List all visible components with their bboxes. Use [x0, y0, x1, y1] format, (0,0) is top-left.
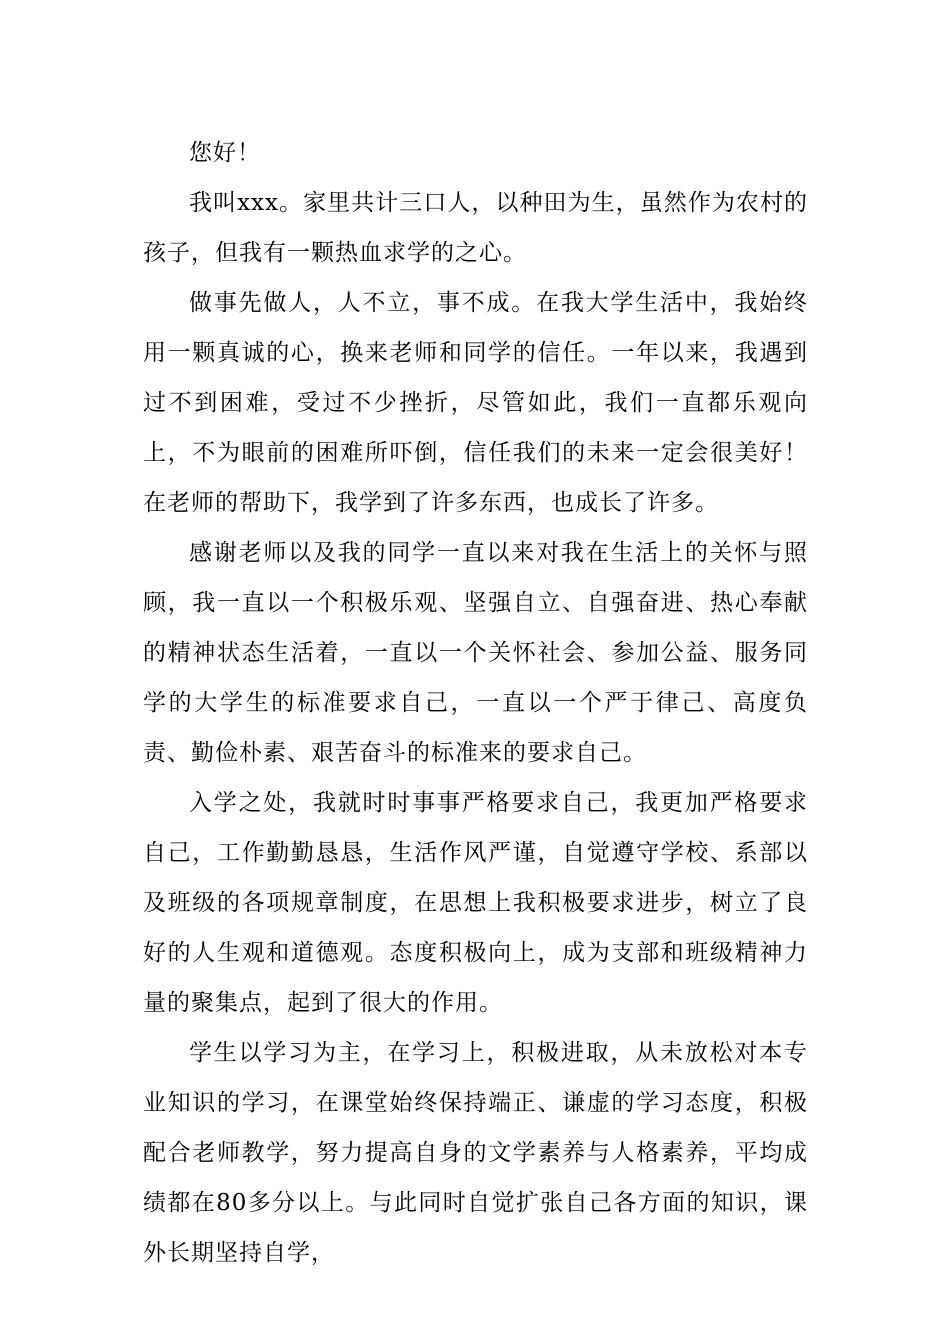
paragraph-family: 我叫xxx。家里共计三口人，以种田为生，虽然作为农村的孩子，但我有一颗热血求学的之心。: [143, 190, 808, 266]
paragraph-conduct: 入学之处，我就时时事事严格要求自己，我更加严格要求自己，工作勤勤恳恳，生活作风严谨，自觉遵守学校、系部以及班级的各项规章制度，在思想上我积极要求进步，树立了良好的人生观和道德观。态度积极向上，成为支部和班级精神力量的聚集点，起到了很大的作用。: [143, 790, 808, 1016]
letter-body: [143, 128, 808, 1278]
paragraph-study: 学生以学习为主，在学习上，积极进取，从未放松对本专业知识的学习，在课堂始终保持端正、谦虚的学习态度，积极配合老师教学，努力提高自身的文学素养与人格素养，平均成绩都在80多分以上。与此同时自觉扩张自己各方面的知识，课外长期坚持自学，: [143, 1040, 808, 1266]
paragraph-gratitude: 感谢老师以及我的同学一直以来对我在生活上的关怀与照顾，我一直以一个积极乐观、坚强自立、自强奋进、热心奉献的精神状态生活着，一直以一个关怀社会、参加公益、服务同学的大学生的标准要求自己，一直以一个严于律己、高度负责、勤俭朴素、艰苦奋斗的标准来的要求自己。: [143, 540, 808, 766]
paragraph-character: 做事先做人，人不立，事不成。在我大学生活中，我始终用一颗真诚的心，换来老师和同学的信任。一年以来，我遇到过不到困难，受过不少挫折，尽管如此，我们一直都乐观向上，不为眼前的困难所吓倒，信任我们的未来一定会很美好！在老师的帮助下，我学到了许多东西，也成长了许多。: [143, 290, 808, 516]
greeting: 您好！: [189, 140, 261, 166]
